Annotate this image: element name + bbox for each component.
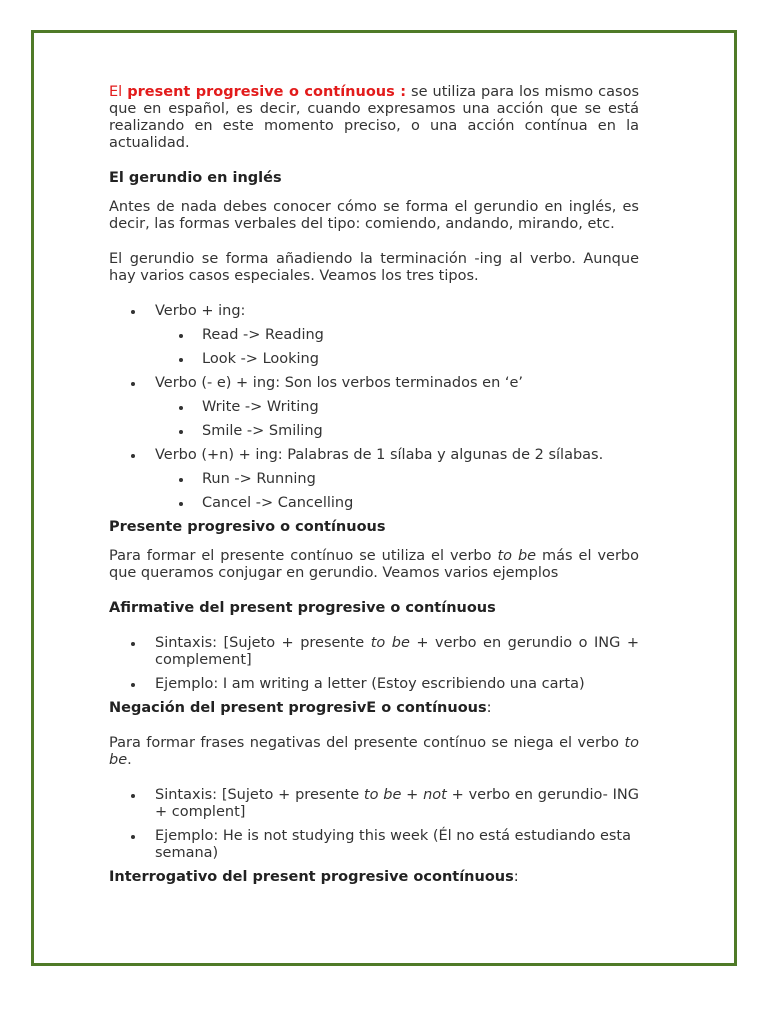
document-body xyxy=(109,84,639,886)
syntax-text-1: Sintaxis: [Sujeto + presente xyxy=(155,635,371,651)
syntax-verb: to be xyxy=(363,787,402,803)
rule-text: Verbo (+n) + ing: Palabras de 1 sílaba y algunas de 2 sílabas. xyxy=(155,447,604,463)
syntax-not: not xyxy=(423,787,447,803)
bullet-icon xyxy=(131,683,135,687)
example-text: Ejemplo: I am writing a letter (Estoy escribiendo una carta) xyxy=(155,676,585,692)
bullet-icon xyxy=(179,502,183,506)
list-item xyxy=(109,327,639,344)
negacion-list xyxy=(109,787,639,862)
bullet-icon xyxy=(131,454,135,458)
interrogativo-heading-suffix: : xyxy=(513,869,519,885)
syntax-text-2: + verbo en gerundio o ING + complement] xyxy=(155,635,640,668)
interrogativo-heading xyxy=(109,869,639,886)
list-item xyxy=(109,676,639,693)
example-text: Write -> Writing xyxy=(202,399,319,415)
rule-text: Verbo (- e) + ing: Son los verbos terminados en ‘e’ xyxy=(155,375,524,391)
bullet-icon xyxy=(179,358,183,362)
intro-lead: El xyxy=(109,84,123,100)
example-text: Cancel -> Cancelling xyxy=(202,495,354,511)
syntax-text-2: + verbo en gerundio- ING + complent] xyxy=(155,787,639,820)
negacion-heading xyxy=(109,700,639,717)
bullet-icon xyxy=(179,334,183,338)
syntax-text-1: Sintaxis: [Sujeto + presente xyxy=(155,787,364,803)
negacion-paragraph xyxy=(109,735,639,769)
bullet-icon xyxy=(131,835,135,839)
list-item xyxy=(109,828,639,862)
list-item xyxy=(109,303,639,320)
intro-paragraph xyxy=(109,84,639,152)
bullet-icon xyxy=(179,478,183,482)
list-item xyxy=(109,351,639,368)
example-text: Ejemplo: He is not studying this week (Él no está estudiando esta semana) xyxy=(155,828,632,861)
intro-term: present progresive o contínuous : xyxy=(127,84,407,100)
presente-heading: Presente progresivo o contínuous xyxy=(109,519,386,535)
presente-verb: to be xyxy=(497,548,537,564)
intro-text: se utiliza para los mismo casos que en español, es decir, cuando expresamos una acción que se está realizando en este momento preciso, o una acción contínua en la actualidad. xyxy=(109,84,640,151)
gerund-heading: El gerundio en inglés xyxy=(109,170,282,186)
afirmative-heading: Afirmative del present progresive o contínuous xyxy=(109,600,496,616)
example-text: Look -> Looking xyxy=(202,351,319,367)
example-text: Smile -> Smiling xyxy=(202,423,323,439)
gerund-paragraph-2: El gerundio se forma añadiendo la terminación -ing al verbo. Aunque hay varios casos especiales. Veamos los tres tipos. xyxy=(109,251,639,284)
bullet-icon xyxy=(179,430,183,434)
list-item xyxy=(109,787,639,821)
presente-text-1: Para formar el presente contínuo se utiliza el verbo xyxy=(109,548,498,564)
example-text: Read -> Reading xyxy=(202,327,324,343)
bullet-icon xyxy=(131,310,135,314)
syntax-verb: to be xyxy=(370,635,410,651)
list-item xyxy=(109,399,639,416)
list-item xyxy=(109,471,639,488)
bullet-icon xyxy=(179,406,183,410)
negacion-text-2: . xyxy=(127,752,132,768)
bullet-icon xyxy=(131,382,135,386)
gerund-rules-list xyxy=(109,303,639,512)
syntax-text-mid: + xyxy=(401,787,424,803)
list-item xyxy=(109,375,639,392)
negacion-text-1: Para formar frases negativas del presente contínuo se niega el verbo xyxy=(109,735,625,751)
afirmative-list xyxy=(109,635,639,693)
bullet-icon xyxy=(131,642,135,646)
rule-text: Verbo + ing: xyxy=(155,303,246,319)
example-text: Run -> Running xyxy=(202,471,316,487)
negacion-verb: to be xyxy=(109,735,639,768)
bullet-icon xyxy=(131,794,135,798)
interrogativo-heading-text: Interrogativo del present progresive ocontínuous xyxy=(109,869,514,885)
presente-paragraph xyxy=(109,548,639,582)
list-item xyxy=(109,447,639,464)
list-item xyxy=(109,423,639,440)
negacion-heading-suffix: : xyxy=(486,700,492,716)
list-item xyxy=(109,635,639,669)
negacion-heading-text: Negación del present progresivE o contínuous xyxy=(109,700,487,716)
list-item xyxy=(109,495,639,512)
gerund-paragraph-1: Antes de nada debes conocer cómo se forma el gerundio en inglés, es decir, las formas verbales del tipo: comiendo, andando, mirando, etc. xyxy=(109,199,639,232)
presente-text-2: más el verbo que queramos conjugar en gerundio. Veamos varios ejemplos xyxy=(109,548,639,581)
